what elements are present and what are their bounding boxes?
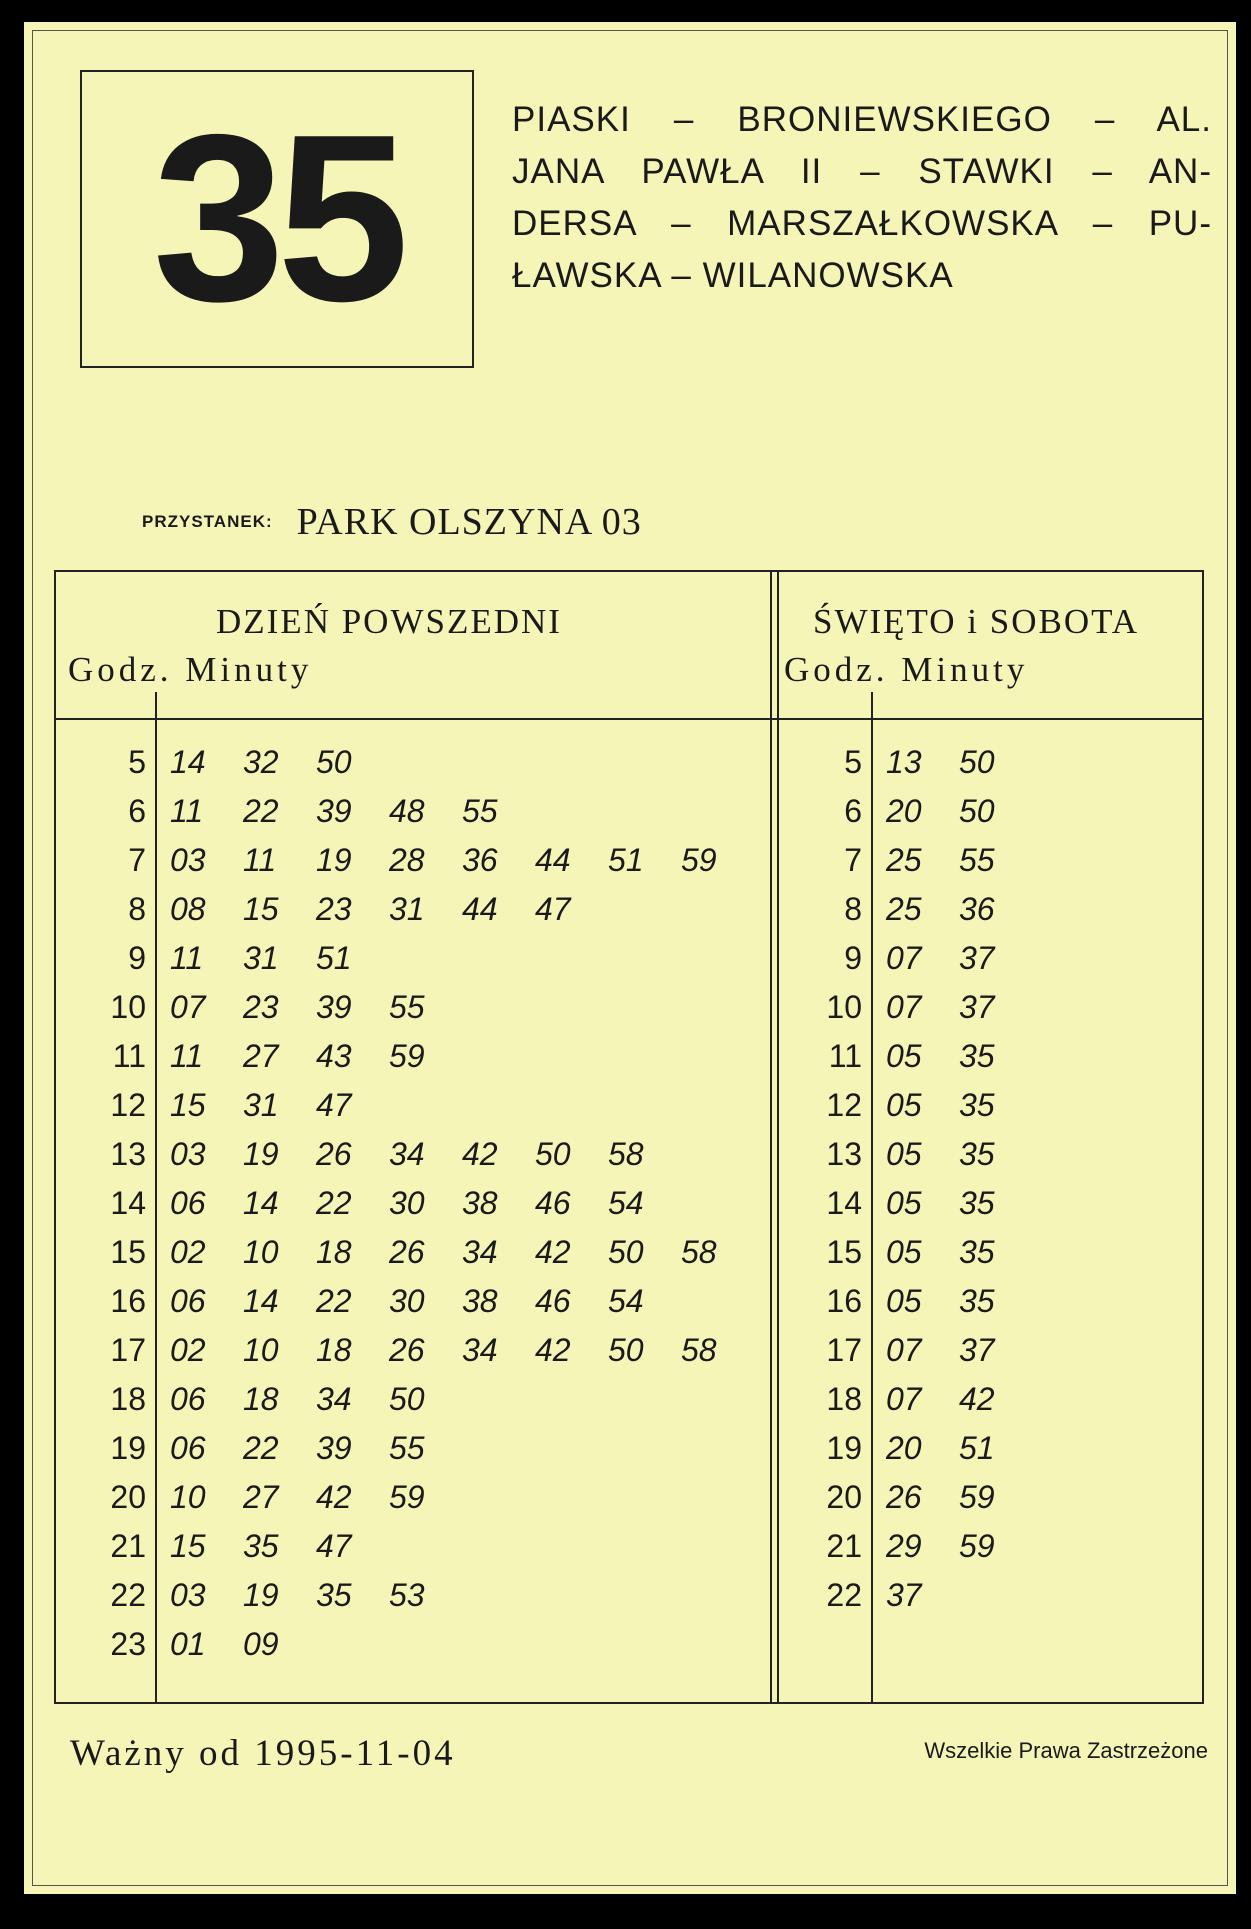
schedule-row (74, 1473, 462, 1522)
minute-value: 59 (959, 1479, 995, 1515)
minutes-cell (886, 1087, 1032, 1124)
minutes-cell (886, 1234, 1032, 1271)
schedule-row (74, 885, 608, 934)
minutes-cell (886, 1136, 1032, 1173)
minutes-cell (170, 744, 389, 781)
minute-value: 09 (243, 1626, 279, 1662)
minute-value: 19 (243, 1577, 279, 1613)
hour-cell: 6 (128, 793, 146, 829)
schedule-row (790, 1326, 1032, 1375)
schedule-row (74, 1032, 462, 1081)
schedule-table (54, 570, 1204, 1704)
minute-value: 44 (462, 891, 498, 927)
minutes-cell (886, 1185, 1032, 1222)
schedule-row (790, 983, 1032, 1032)
schedule-row (790, 1522, 1032, 1571)
minute-value: 22 (243, 793, 279, 829)
minutes-cell (170, 793, 535, 830)
minute-value: 31 (389, 891, 425, 927)
minute-value: 28 (389, 842, 425, 878)
minute-value: 37 (886, 1577, 922, 1613)
minute-value: 27 (243, 1479, 279, 1515)
minute-value: 03 (170, 1577, 206, 1613)
minute-value: 18 (243, 1381, 279, 1417)
minute-value: 50 (535, 1136, 571, 1172)
schedule-row (790, 738, 1032, 787)
hour-cell: 16 (826, 1283, 862, 1319)
minute-value: 53 (389, 1577, 425, 1613)
schedule-row (790, 1228, 1032, 1277)
minute-value: 25 (886, 891, 922, 927)
minute-value: 59 (389, 1038, 425, 1074)
minute-value: 25 (886, 842, 922, 878)
minute-value: 26 (886, 1479, 922, 1515)
minute-value: 26 (389, 1332, 425, 1368)
hour-cell: 7 (128, 842, 146, 878)
minutes-cell (170, 1234, 754, 1271)
minute-value: 55 (462, 793, 498, 829)
minute-value: 51 (959, 1430, 995, 1466)
schedule-row (74, 738, 389, 787)
hour-cell: 20 (826, 1479, 862, 1515)
minute-value: 22 (316, 1283, 352, 1319)
minutes-cell (886, 1430, 1032, 1467)
minute-value: 06 (170, 1430, 206, 1466)
hour-cell: 13 (826, 1136, 862, 1172)
minute-value: 26 (316, 1136, 352, 1172)
schedule-row (790, 1375, 1032, 1424)
minute-value: 42 (959, 1381, 995, 1417)
minute-value: 14 (170, 744, 206, 780)
schedule-row (74, 1326, 754, 1375)
minute-value: 34 (316, 1381, 352, 1417)
section-divider (770, 572, 772, 1702)
hour-cell: 17 (110, 1332, 146, 1368)
minute-value: 06 (170, 1381, 206, 1417)
schedule-row (790, 1277, 1032, 1326)
minutes-cell (886, 940, 1032, 977)
minute-value: 05 (886, 1234, 922, 1270)
minute-value: 42 (462, 1136, 498, 1172)
minute-value: 30 (389, 1185, 425, 1221)
minutes-cell (886, 891, 1032, 928)
hour-cell: 15 (110, 1234, 146, 1270)
hour-cell: 20 (110, 1479, 146, 1515)
minutes-cell (170, 1332, 754, 1369)
weekday-title: DZIEŃ POWSZEDNI (216, 602, 562, 641)
minutes-cell (886, 744, 1032, 781)
hour-cell: 12 (826, 1087, 862, 1123)
hour-cell: 11 (112, 1038, 146, 1074)
minute-value: 59 (389, 1479, 425, 1515)
minute-value: 55 (389, 989, 425, 1025)
route-description (512, 94, 1212, 302)
minute-value: 35 (316, 1577, 352, 1613)
minute-value: 07 (886, 940, 922, 976)
minute-value: 50 (959, 793, 995, 829)
minute-value: 55 (959, 842, 995, 878)
route-line: DERSA – MARSZAŁKOWSKA – PU- (512, 204, 1212, 243)
stop-label: PRZYSTANEK: (142, 512, 273, 531)
schedule-row (790, 1473, 1032, 1522)
minute-value: 03 (170, 1136, 206, 1172)
minute-value: 23 (243, 989, 279, 1025)
minutes-cell (886, 1038, 1032, 1075)
minute-value: 05 (886, 1038, 922, 1074)
hour-cell: 18 (110, 1381, 146, 1417)
section-divider (777, 572, 779, 1702)
minute-value: 10 (170, 1479, 206, 1515)
minute-value: 30 (389, 1283, 425, 1319)
minute-value: 05 (886, 1136, 922, 1172)
hour-cell: 10 (826, 989, 862, 1025)
hour-cell: 21 (110, 1528, 146, 1564)
minute-value: 23 (316, 891, 352, 927)
minutes-cell (170, 1038, 462, 1075)
stop-name: PARK OLSZYNA 03 (296, 501, 642, 543)
weekday-subtitle: Godz. Minuty (68, 650, 313, 689)
minute-value: 19 (316, 842, 352, 878)
minutes-cell (170, 989, 462, 1026)
holiday-title: ŚWIĘTO i SOBOTA (813, 602, 1139, 641)
schedule-row (790, 1081, 1032, 1130)
minutes-cell (170, 1430, 462, 1467)
route-line: ŁAWSKA – WILANOWSKA (512, 256, 954, 295)
minute-value: 54 (608, 1283, 644, 1319)
hour-cell: 13 (110, 1136, 146, 1172)
hour-cell: 21 (826, 1528, 862, 1564)
route-line: JANA PAWŁA II – STAWKI – AN- (512, 152, 1212, 191)
schedule-row (74, 787, 535, 836)
schedule-row (790, 1424, 1032, 1473)
schedule-row (74, 1081, 389, 1130)
minute-value: 11 (170, 940, 204, 976)
schedule-row (790, 836, 1032, 885)
minute-value: 35 (959, 1234, 995, 1270)
minute-value: 31 (243, 1087, 279, 1123)
minute-value: 46 (535, 1185, 571, 1221)
hour-cell: 22 (826, 1577, 862, 1613)
schedule-row (74, 934, 389, 983)
minute-value: 05 (886, 1087, 922, 1123)
minutes-cell (170, 891, 608, 928)
route-number: 35 (152, 86, 402, 351)
minute-value: 35 (959, 1087, 995, 1123)
schedule-row (74, 1277, 681, 1326)
minute-value: 50 (389, 1381, 425, 1417)
minute-value: 27 (243, 1038, 279, 1074)
hour-cell: 16 (110, 1283, 146, 1319)
minute-value: 19 (243, 1136, 279, 1172)
minutes-cell (886, 1332, 1032, 1369)
stop-info (142, 500, 642, 544)
schedule-row (790, 1032, 1032, 1081)
minutes-cell (886, 1479, 1032, 1516)
valid-from: Ważny od 1995-11-04 (70, 1733, 456, 1774)
minute-value: 32 (243, 744, 279, 780)
minute-value: 35 (243, 1528, 279, 1564)
minute-value: 02 (170, 1332, 206, 1368)
minute-value: 37 (959, 940, 995, 976)
minutes-cell (886, 1381, 1032, 1418)
hour-cell: 8 (844, 891, 862, 927)
minute-value: 50 (608, 1234, 644, 1270)
schedule-row (790, 1179, 1032, 1228)
minute-value: 42 (316, 1479, 352, 1515)
minute-value: 14 (243, 1185, 279, 1221)
minute-value: 42 (535, 1332, 571, 1368)
minute-value: 59 (681, 842, 717, 878)
header-rule (56, 718, 1202, 720)
minute-value: 18 (316, 1332, 352, 1368)
minute-value: 36 (959, 891, 995, 927)
minute-value: 39 (316, 1430, 352, 1466)
schedule-row (74, 1375, 462, 1424)
minute-value: 59 (959, 1528, 995, 1564)
minutes-cell (886, 989, 1032, 1026)
minute-value: 55 (389, 1430, 425, 1466)
minute-value: 11 (170, 1038, 204, 1074)
minute-value: 07 (170, 989, 206, 1025)
timetable-sheet (24, 22, 1236, 1894)
minute-value: 50 (316, 744, 352, 780)
schedule-row (790, 1130, 1032, 1179)
minute-value: 34 (462, 1332, 498, 1368)
minute-value: 47 (316, 1087, 352, 1123)
schedule-row (74, 1130, 681, 1179)
minute-value: 58 (608, 1136, 644, 1172)
hour-cell: 14 (826, 1185, 862, 1221)
minute-value: 44 (535, 842, 571, 878)
route-number-box (80, 70, 474, 368)
minute-value: 05 (886, 1283, 922, 1319)
hour-cell: 9 (844, 940, 862, 976)
minute-value: 03 (170, 842, 206, 878)
minute-value: 05 (886, 1185, 922, 1221)
hour-cell: 12 (110, 1087, 146, 1123)
minute-value: 47 (535, 891, 571, 927)
minute-value: 39 (316, 793, 352, 829)
hour-cell: 8 (128, 891, 146, 927)
minute-value: 37 (959, 989, 995, 1025)
minute-value: 01 (170, 1626, 206, 1662)
minutes-cell (886, 1528, 1032, 1565)
minute-value: 10 (243, 1234, 279, 1270)
minute-value: 20 (886, 793, 922, 829)
minute-value: 35 (959, 1038, 995, 1074)
hour-cell: 6 (844, 793, 862, 829)
minute-value: 37 (959, 1332, 995, 1368)
minute-value: 10 (243, 1332, 279, 1368)
hour-cell: 10 (110, 989, 146, 1025)
minutes-cell (170, 1626, 316, 1663)
schedule-row (74, 1571, 462, 1620)
minute-value: 06 (170, 1283, 206, 1319)
minute-value: 39 (316, 989, 352, 1025)
schedule-row (790, 934, 1032, 983)
schedule-row (790, 787, 1032, 836)
hour-cell: 11 (828, 1038, 862, 1074)
minute-value: 35 (959, 1136, 995, 1172)
schedule-row (790, 1571, 959, 1620)
minute-value: 15 (170, 1528, 206, 1564)
schedule-row (74, 1620, 316, 1669)
minute-value: 42 (535, 1234, 571, 1270)
minute-value: 47 (316, 1528, 352, 1564)
minute-value: 18 (316, 1234, 352, 1270)
hour-cell: 17 (826, 1332, 862, 1368)
minutes-cell (170, 940, 389, 977)
minute-value: 34 (389, 1136, 425, 1172)
minutes-cell (886, 1577, 959, 1614)
minute-value: 20 (886, 1430, 922, 1466)
minute-value: 38 (462, 1185, 498, 1221)
minute-value: 15 (243, 891, 279, 927)
schedule-row (74, 1522, 389, 1571)
minute-value: 07 (886, 1332, 922, 1368)
hour-cell: 23 (110, 1626, 146, 1662)
hour-cell: 22 (110, 1577, 146, 1613)
schedule-row (74, 1424, 462, 1473)
minute-value: 11 (243, 842, 277, 878)
holiday-subtitle: Godz. Minuty (784, 650, 1029, 689)
minutes-cell (170, 1087, 389, 1124)
minute-value: 50 (959, 744, 995, 780)
minute-value: 13 (886, 744, 922, 780)
hour-cell: 9 (128, 940, 146, 976)
schedule-row (74, 1179, 681, 1228)
minute-value: 36 (462, 842, 498, 878)
minute-value: 48 (389, 793, 425, 829)
minutes-cell (170, 1577, 462, 1614)
minute-value: 34 (462, 1234, 498, 1270)
minutes-cell (886, 842, 1032, 879)
minutes-cell (170, 1185, 681, 1222)
route-line: PIASKI – BRONIEWSKIEGO – AL. (512, 100, 1212, 139)
minute-value: 58 (681, 1332, 717, 1368)
minutes-cell (170, 1283, 681, 1320)
minute-value: 31 (243, 940, 279, 976)
minute-value: 14 (243, 1283, 279, 1319)
minute-value: 54 (608, 1185, 644, 1221)
minute-value: 51 (316, 940, 352, 976)
minute-value: 43 (316, 1038, 352, 1074)
minute-value: 50 (608, 1332, 644, 1368)
minutes-cell (886, 1283, 1032, 1320)
minutes-cell (170, 1136, 681, 1173)
minutes-cell (170, 1479, 462, 1516)
minutes-cell (170, 842, 754, 879)
hour-cell: 15 (826, 1234, 862, 1270)
hour-cell: 7 (844, 842, 862, 878)
minute-value: 07 (886, 1381, 922, 1417)
minute-value: 29 (886, 1528, 922, 1564)
minute-value: 38 (462, 1283, 498, 1319)
hour-cell: 19 (110, 1430, 146, 1466)
hour-cell: 5 (844, 744, 862, 780)
minute-value: 08 (170, 891, 206, 927)
schedule-row (74, 836, 754, 885)
schedule-row (790, 885, 1032, 934)
minute-value: 11 (170, 793, 204, 829)
minute-value: 02 (170, 1234, 206, 1270)
minutes-cell (886, 793, 1032, 830)
minute-value: 26 (389, 1234, 425, 1270)
minute-value: 35 (959, 1283, 995, 1319)
minutes-cell (170, 1381, 462, 1418)
rights-notice: Wszelkie Prawa Zastrzeżone (924, 1738, 1208, 1763)
minute-value: 22 (316, 1185, 352, 1221)
minute-value: 58 (681, 1234, 717, 1270)
minute-value: 15 (170, 1087, 206, 1123)
schedule-row (74, 1228, 754, 1277)
minute-value: 06 (170, 1185, 206, 1221)
minutes-cell (170, 1528, 389, 1565)
minute-value: 51 (608, 842, 644, 878)
schedule-row (74, 983, 462, 1032)
minute-value: 07 (886, 989, 922, 1025)
hour-cell: 5 (128, 744, 146, 780)
hour-cell: 19 (826, 1430, 862, 1466)
minute-value: 22 (243, 1430, 279, 1466)
minute-value: 46 (535, 1283, 571, 1319)
hour-cell: 18 (826, 1381, 862, 1417)
hour-cell: 14 (110, 1185, 146, 1221)
minute-value: 35 (959, 1185, 995, 1221)
